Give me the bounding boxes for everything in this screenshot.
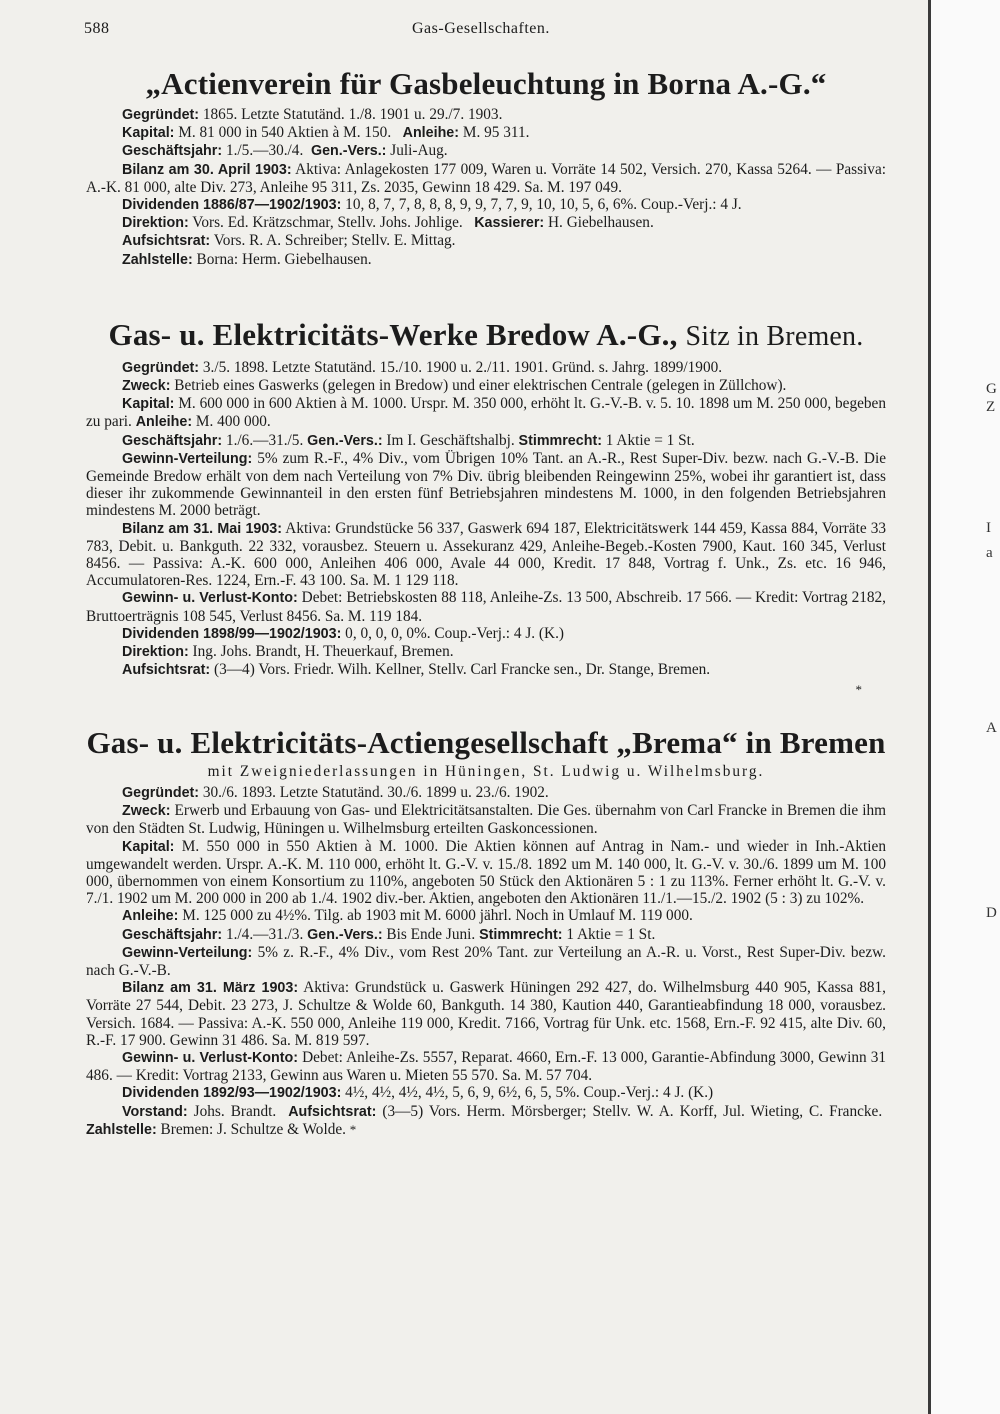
field-vorstand <box>86 1103 886 1139</box>
page-content <box>86 66 886 1139</box>
field-label: Geschäftsjahr: <box>122 926 223 943</box>
field-label: Dividenden 1892/93—1902/1903: <box>122 1085 342 1102</box>
end-mark: * <box>349 1121 357 1137</box>
field-label: Zahlstelle: <box>86 1121 157 1138</box>
field-text: 30./6. 1893. Letzte Statutänd. 30./6. 1899 u. 23./6. 1902. <box>199 783 549 801</box>
field-label: Kapital: <box>122 396 175 413</box>
field-label: Geschäftsjahr: <box>122 432 223 449</box>
field-text: Johs. Brandt. <box>187 1102 277 1120</box>
side-fragment: D <box>986 905 997 921</box>
field-text: Im I. Geschäftshalbj. <box>382 431 515 449</box>
field-label: Direktion: <box>122 644 189 661</box>
field-text: Debet: Betriebskosten 88 118, Anleihe-Zs. 13 500, Abschreib. 17 566. — Kredit: Vortrag 2182, Bruttoerträgnis 108 545, Verlust 8456. Sa. M. 119 184. <box>86 589 886 625</box>
field-text: 1 Aktie = 1 St. <box>562 925 656 943</box>
field-label: Dividenden 1898/99—1902/1903: <box>122 625 342 642</box>
field-anleihe <box>86 907 886 925</box>
entry-title-sitz: Sitz in Bremen. <box>685 320 864 352</box>
field-text: Ing. Johs. Brandt, H. Theuerkauf, Bremen. <box>188 643 454 661</box>
field-text: Juli-Aug. <box>386 142 448 160</box>
field-label: Geschäftsjahr: <box>122 143 223 160</box>
side-fragment: Z <box>986 399 996 415</box>
field-kapital <box>86 124 886 142</box>
field-label: Gewinn- u. Verlust-Konto: <box>122 1049 299 1066</box>
field-text: 3./5. 1898. Letzte Statutänd. 15./10. 1900 u. 2./11. 1901. Gründ. s. Jahrg. 1899/1900. <box>199 358 723 376</box>
field-label: Gegründet: <box>122 107 200 123</box>
field-geschaeftsjahr <box>86 926 886 944</box>
field-label: Gen.-Vers.: <box>307 432 383 449</box>
field-kapital <box>86 395 886 431</box>
field-zweck <box>86 377 886 395</box>
field-label: Gen.-Vers.: <box>307 926 383 943</box>
entry-borna <box>86 66 886 269</box>
side-fragment: a <box>986 545 993 561</box>
field-gewinn-verlust-konto <box>86 1049 886 1084</box>
entry-title-main: Gas- u. Elektricitäts-Werke Bredow A.-G., <box>108 316 678 352</box>
field-gegruendet <box>86 359 886 377</box>
entry-bredow <box>86 317 886 699</box>
field-text: Aktiva: Grundstück u. Gaswerk Hüningen 292 427, do. Wilhelmsburg 440 905, Kassa 881, Vorräte 27 544, Debit. 23 273, J. Schultze & Wolde 60, Bankguth. 14 380, Kaution 440, Garantieabfindung 18 000, vorausbez. Versich. 1684. — Passiva: A.-K. 550 000, Anleihe 119 000, Kredit. 7166, Vortrag für Unk. etc. 1568, Ern.-F. 92 415, alte Div. 60, R.-F. 17 900. Gewinn 31 486. Sa. M. 819 597. <box>86 979 886 1049</box>
field-text: M. 600 000 in 600 Aktien à M. 1000. Urspr. M. 350 000, erhöht lt. G.-V.-B. v. 5. 10. 1898 um M. 250 000, begeben zu pari. <box>86 395 886 431</box>
field-aufsichtsrat <box>86 232 886 250</box>
field-label: Gegründet: <box>122 784 200 801</box>
field-label: Zahlstelle: <box>122 251 193 268</box>
field-label: Kapital: <box>122 125 175 142</box>
entry-subtitle: mit Zweigniederlassungen in Hüningen, St. Ludwig u. Wilhelmsburg. <box>207 762 765 780</box>
field-direktion <box>86 643 886 661</box>
field-text: M. 81 000 in 540 Aktien à M. 150. <box>174 124 392 142</box>
field-bilanz <box>86 161 886 196</box>
field-geschaeftsjahr <box>86 142 886 160</box>
field-text: Borna: Herm. Giebelhausen. <box>192 250 372 268</box>
field-label: Gewinn-Verteilung: <box>122 450 253 467</box>
entry-title <box>86 317 886 355</box>
field-gegruendet <box>86 784 886 802</box>
field-label: Gegründet: <box>122 359 200 376</box>
field-label: Aufsichtsrat: <box>122 662 211 679</box>
field-dividenden <box>86 1084 886 1102</box>
field-label: Anleihe: <box>135 414 193 431</box>
field-gewinn-verteilung <box>86 450 886 520</box>
field-label: Anleihe: <box>122 908 179 925</box>
running-head <box>0 20 928 44</box>
field-label: Gewinn-Verteilung: <box>122 944 253 961</box>
side-fragment: I <box>986 520 991 536</box>
field-text: Bis Ende Juni. <box>382 925 476 943</box>
field-text: Aktiva: Grundstücke 56 337, Gaswerk 694 187, Elektricitätswerk 144 459, Kassa 884, Vorräte 33 783, Debit. u. Bankguth. 22 332, vorausbez. Steuern u. Assekuranz 429, Anleihe-Begeb.-Kosten 7900, Kaut. 160 345, Verlust 8456. — Passiva: A.-K. 600 000, Anleihen 406 000, Avale 44 000, Kredit. 17 848, Vortrag f. Unk., Zs. etc. 16 946, Accumulatoren-Res. 1224, Ern.-F. 43 100. Sa. M. 1 129 118. <box>86 519 887 590</box>
field-geschaeftsjahr <box>86 432 886 450</box>
entry-brema <box>86 725 886 1139</box>
field-label: Bilanz am 31. Mai 1903: <box>122 520 283 537</box>
field-text: Betrieb eines Gaswerks (gelegen in Bredow) und einer elektrischen Centrale (gelegen in Züllchow). <box>170 377 787 395</box>
field-zweck <box>86 802 886 837</box>
field-label: Stimmrecht: <box>479 926 563 943</box>
field-label: Direktion: <box>122 215 189 232</box>
field-text: (3—5) Vors. Herm. Mörsberger; Stellv. W. A. Korff, Jul. Wieting, C. Francke. <box>376 1102 883 1120</box>
field-label: Stimmrecht: <box>518 432 602 449</box>
field-gewinn-verteilung <box>86 944 886 979</box>
page-number: 588 <box>84 20 110 37</box>
field-text: M. 550 000 in 550 Aktien à M. 1000. Die Aktien können auf Antrag in Nam.- und wieder in Inh.-Aktien umgewandelt werden. Urspr. A.-K. M. 110 000, erhöht lt. G.-V. v. 15./8. 1892 um M. 140 000, lt. G.-V. v. 30./6. 1899 um M. 100 000, übernommen von einem Konsortium zu 110%, angeboten 50 Stück den Aktionären 5 : 1 zu 113%. Ferner erhöht lt. G.-V. v. 7./1. 1902 um M. 200 000 in 200 ab 1./4. 1902 div.-ber. Aktien, angeboten den Aktionären 11./1.—15./2. 1902 (5 : 3) zu 102%. <box>86 837 886 908</box>
field-gegruendet <box>86 106 886 124</box>
field-label: Dividenden 1886/87—1902/1903: <box>122 197 342 214</box>
field-direktion <box>86 214 886 232</box>
field-label: Bilanz am 30. April 1903: <box>122 161 292 178</box>
field-text: Vors. R. A. Schreiber; Stellv. E. Mittag. <box>210 232 456 250</box>
field-text: 1865. Letzte Statutänd. 1./8. 1901 u. 29./7. 1903. <box>199 106 503 123</box>
field-text: 1./6.—31./5. <box>222 431 304 449</box>
field-kapital <box>86 838 886 908</box>
field-text: Debet: Anleihe-Zs. 5557, Reparat. 4660, Ern.-F. 13 000, Garantie-Abfindung 3000, Gewinn 31 486. — Kredit: Vortrag 2133, Gewinn aus Waren u. Mieten 55 570. Sa. M. 57 704. <box>86 1048 887 1085</box>
field-label: Kapital: <box>122 838 175 855</box>
field-label: Aufsichtsrat: <box>122 233 211 250</box>
field-text: H. Giebelhausen. <box>544 214 654 232</box>
field-text: Bremen: J. Schultze & Wolde. <box>156 1120 346 1138</box>
field-text: M. 400 000. <box>192 413 271 431</box>
field-text: 0, 0, 0, 0, 0%. Coup.-Verj.: 4 J. (K.) <box>341 624 564 642</box>
field-text: 1 Aktie = 1 St. <box>601 431 695 449</box>
field-dividenden <box>86 196 886 214</box>
field-text: Aktiva: Anlagekosten 177 009, Waren u. Vorräte 14 502, Versich. 270, Kassa 5264. — Passiva: A.-K. 81 000, alte Div. 273, Anleihe 95 311, Zs. 2035, Gewinn 18 429. Sa. M. 197 049. <box>86 160 886 196</box>
field-label: Zweck: <box>122 803 171 820</box>
field-dividenden <box>86 625 886 643</box>
field-text: Erwerb und Erbauung von Gas- und Elektricitätsanstalten. Die Ges. übernahm von Carl Francke in Bremen die ihm von den Städten St. Ludwig, Hüningen u. Wilhelmsburg erteilten Gaskoncessionen. <box>86 802 886 838</box>
field-aufsichtsrat <box>86 661 886 679</box>
entry-title: Gas- u. Elektricitäts-Actiengesellschaft „Brema“ in Bremen <box>86 724 886 760</box>
field-label: Gen.-Vers.: <box>310 143 387 160</box>
field-text: Vors. Ed. Krätzschmar, Stellv. Johs. Johlige. <box>188 214 463 232</box>
field-label: Kassierer: <box>474 215 545 232</box>
field-text: 10, 8, 7, 7, 8, 8, 8, 9, 9, 7, 7, 9, 10, 10, 5, 6, 6%. Coup.-Verj.: 4 J. <box>341 196 742 214</box>
field-text: 1./4.—31./3. <box>222 925 304 943</box>
field-text: M. 125 000 zu 4½%. Tilg. ab 1903 mit M. 6000 jährl. Noch in Umlauf M. 119 000. <box>178 907 693 925</box>
field-label: Bilanz am 31. März 1903: <box>122 980 299 997</box>
field-text: 5% zum R.-F., 4% Div., vom Übrigen 10% Tant. an A.-R., Rest Super-Div. bezw. nach G.-V.-B. Die Gemeinde Bredow erhält von dem nach Verteilung von 7% Div. übrig bleibenden Reingewinn 25%, wobei ihr garantiert ist, dass dieser ihr zukommende Gewinnanteil in den ersten fünf Betriebsjahren mindestens M. 1000, in den folgenden Betriebsjahren mindestens M. 2000 beträgt. <box>86 449 886 520</box>
field-label: Vorstand: <box>122 1103 188 1120</box>
field-gewinn-verlust-konto <box>86 589 886 624</box>
field-text: 5% z. R.-F., 4% Div., vom Rest 20% Tant. zur Verteilung an A.-R. u. Vorst., Rest Super-Div. bezw. nach G.-V.-B. <box>86 943 886 979</box>
adjacent-page-edge <box>931 0 1000 1414</box>
field-label: Anleihe: <box>402 125 460 142</box>
side-fragment: G <box>986 381 997 397</box>
field-zahlstelle <box>86 251 886 269</box>
field-text: M. 95 311. <box>459 124 530 142</box>
field-text: 1./5.—30./4. <box>222 142 304 160</box>
field-bilanz <box>86 979 886 1049</box>
entry-title: „Actienverein für Gasbeleuchtung in Borna A.-G.“ <box>145 66 827 101</box>
field-text: 4½, 4½, 4½, 4½, 5, 6, 9, 6½, 6, 5, 5%. Coup.-Verj.: 4 J. (K.) <box>341 1084 714 1102</box>
field-bilanz <box>86 520 886 590</box>
side-fragment: A <box>986 720 997 736</box>
field-text: (3—4) Vors. Friedr. Wilh. Kellner, Stellv. Carl Francke sen., Dr. Stange, Bremen. <box>210 661 711 679</box>
end-mark: * <box>855 682 862 698</box>
running-head-title: Gas-Gesellschaften. <box>412 20 550 37</box>
field-label: Zweck: <box>122 378 171 395</box>
field-label: Aufsichtsrat: <box>288 1103 377 1120</box>
field-label: Gewinn- u. Verlust-Konto: <box>122 590 298 607</box>
